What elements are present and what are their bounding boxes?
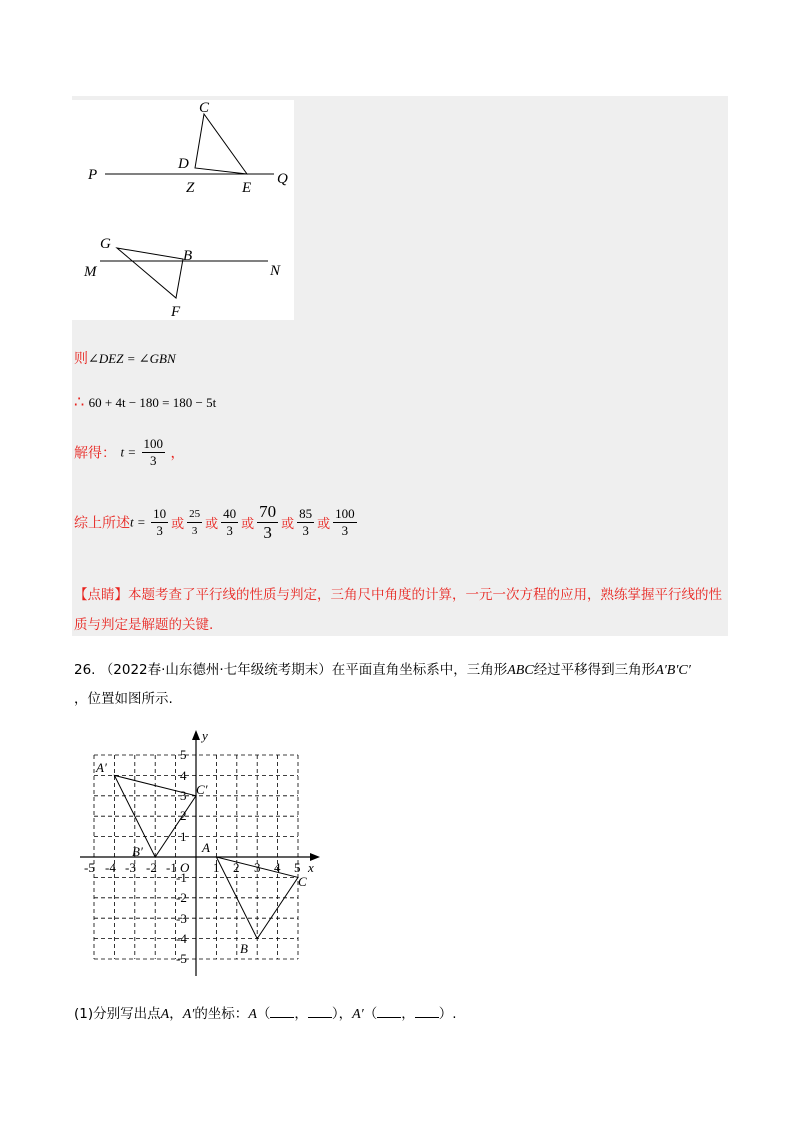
- or-word: 或: [171, 517, 185, 532]
- parallel-lines-svg: [72, 100, 294, 320]
- x-tick-label: -1: [166, 860, 177, 875]
- triangle-cde: [195, 114, 247, 174]
- subq-point-a: A: [160, 1007, 170, 1022]
- label-b: B: [183, 248, 193, 264]
- answer-fraction-2: $\frac{25}{3}$: [189, 508, 201, 537]
- y-tick-label: -2: [176, 890, 187, 905]
- solution-lhs: t =: [120, 444, 137, 460]
- answer-fraction-4: $\frac{70}{3}$: [259, 502, 277, 542]
- question-text-a: 在平面直角坐标系中，三角形: [331, 662, 508, 678]
- solution-line-2: [74, 392, 216, 411]
- parallel-lines-figure: [72, 100, 294, 320]
- point-b-prime-label: B′: [132, 844, 143, 859]
- label-n: N: [270, 263, 281, 279]
- answer-blank[interactable]: [308, 1005, 332, 1018]
- triangle-abc: ABC: [507, 663, 534, 678]
- subq-open-2: （: [363, 1006, 378, 1022]
- label-d: D: [178, 156, 189, 172]
- y-tick-label: -5: [176, 951, 187, 966]
- x-tick-label: 2: [233, 860, 240, 875]
- answer-blank[interactable]: [415, 1005, 439, 1018]
- question-text-c: ，位置如图所示.: [74, 691, 173, 707]
- solution-comma: ，: [170, 445, 185, 462]
- y-tick-label: -4: [176, 931, 187, 946]
- solution-line-1: [74, 348, 176, 368]
- solution-line-3: [74, 436, 185, 469]
- y-tick-label: 3: [180, 788, 187, 803]
- coordinate-grid-svg: [72, 720, 332, 982]
- solution-line-4: [74, 502, 358, 543]
- subq-sep: ，: [294, 1006, 308, 1022]
- question-number: 26.: [74, 662, 96, 678]
- x-tick-label: 3: [254, 860, 261, 875]
- label-p: P: [88, 167, 98, 183]
- label-q: Q: [277, 171, 288, 187]
- label-m: M: [84, 264, 97, 280]
- y-tick-label: 1: [180, 829, 187, 844]
- x-tick-label: -4: [105, 860, 116, 875]
- subq-comma-2: ，: [338, 1006, 353, 1022]
- or-word: 或: [281, 517, 295, 532]
- y-tick-label: 5: [180, 747, 187, 762]
- subq-end: .: [452, 1006, 457, 1022]
- comment-text: 本题考查了平行线的性质与判定，三角尺中角度的计算，一元一次方程的应用，熟练掌握平行线的性质与判定是解题的关键.: [74, 587, 722, 633]
- y-tick-label: 2: [180, 808, 187, 823]
- subq-open: （: [256, 1006, 271, 1022]
- x-tick-label: 5: [294, 860, 301, 875]
- x-axis-label: x: [308, 860, 314, 875]
- coordinate-grid-figure: [72, 720, 332, 986]
- comment-block: [74, 580, 724, 640]
- therefore-symbol: ∴: [74, 392, 85, 411]
- point-a-prime-label: A′: [96, 760, 107, 775]
- triangle-gbf: [117, 248, 183, 298]
- angle-equation: ∠DEZ = ∠GBN: [88, 351, 176, 366]
- or-word: 或: [241, 517, 255, 532]
- y-tick-label: 4: [180, 768, 187, 783]
- triangle-abc-prime: A′B′C′: [655, 663, 691, 678]
- subq-close: ）: [331, 1006, 339, 1022]
- subq-point-a-2: A: [248, 1007, 257, 1022]
- point-c-label: C: [298, 874, 307, 889]
- subq-mid: 的坐标：: [194, 1006, 249, 1022]
- x-tick-label: -3: [125, 860, 136, 875]
- label-e: E: [242, 180, 252, 196]
- comment-tag: 【点睛】: [74, 587, 128, 603]
- answer-blank[interactable]: [377, 1005, 401, 1018]
- label-z: Z: [186, 180, 195, 196]
- question-26: [74, 656, 734, 713]
- point-c-prime-label: C′: [196, 782, 208, 797]
- sub-question-1: [74, 1002, 457, 1023]
- subq-comma: ，: [169, 1006, 183, 1022]
- label-f: F: [171, 304, 181, 320]
- summary-prefix: 综上所述: [74, 515, 130, 532]
- line1-prefix: 则: [74, 351, 88, 367]
- x-tick-label: 4: [274, 860, 281, 875]
- answer-blank[interactable]: [270, 1005, 294, 1018]
- answer-fraction-1: $\frac{10}{3}$: [153, 506, 167, 538]
- x-tick-label: -2: [146, 860, 157, 875]
- y-axis-label: y: [202, 728, 208, 743]
- origin-label: O: [180, 860, 190, 875]
- y-tick-label: -3: [176, 911, 187, 926]
- x-tick-label: 1: [213, 860, 220, 875]
- point-a-label: A: [202, 840, 210, 855]
- subq-point-a-prime-2: A′: [352, 1007, 364, 1022]
- linear-equation: 60 + 4t − 180 = 180 − 5t: [88, 395, 217, 410]
- subq-prefix: (1)分别写出点: [74, 1006, 161, 1022]
- solution-fraction: $\frac{100}{3}$: [143, 436, 164, 468]
- solve-prefix: 解得：: [74, 445, 116, 462]
- question-source: （2022春·山东德州·七年级统考期末）: [99, 662, 332, 678]
- subq-sep-2: ，: [401, 1006, 415, 1022]
- x-tick-label: -5: [84, 860, 95, 875]
- subq-point-a-prime: A′: [182, 1007, 195, 1022]
- answer-fraction-3: $\frac{40}{3}$: [223, 506, 237, 538]
- or-word: 或: [205, 517, 219, 532]
- label-g: G: [100, 236, 111, 252]
- answer-fraction-6: $\frac{100}{3}$: [335, 506, 355, 538]
- y-tick-label: -1: [176, 870, 187, 885]
- subq-close-2: ）: [438, 1006, 453, 1022]
- question-text-b: 经过平移得到三角形: [533, 662, 656, 678]
- or-word: 或: [317, 517, 331, 532]
- label-c: C: [199, 100, 210, 116]
- answer-fraction-5: $\frac{85}{3}$: [299, 506, 313, 538]
- point-b-label: B: [240, 941, 248, 956]
- y-axis-arrow: [192, 730, 200, 740]
- summary-lhs: t =: [130, 514, 146, 530]
